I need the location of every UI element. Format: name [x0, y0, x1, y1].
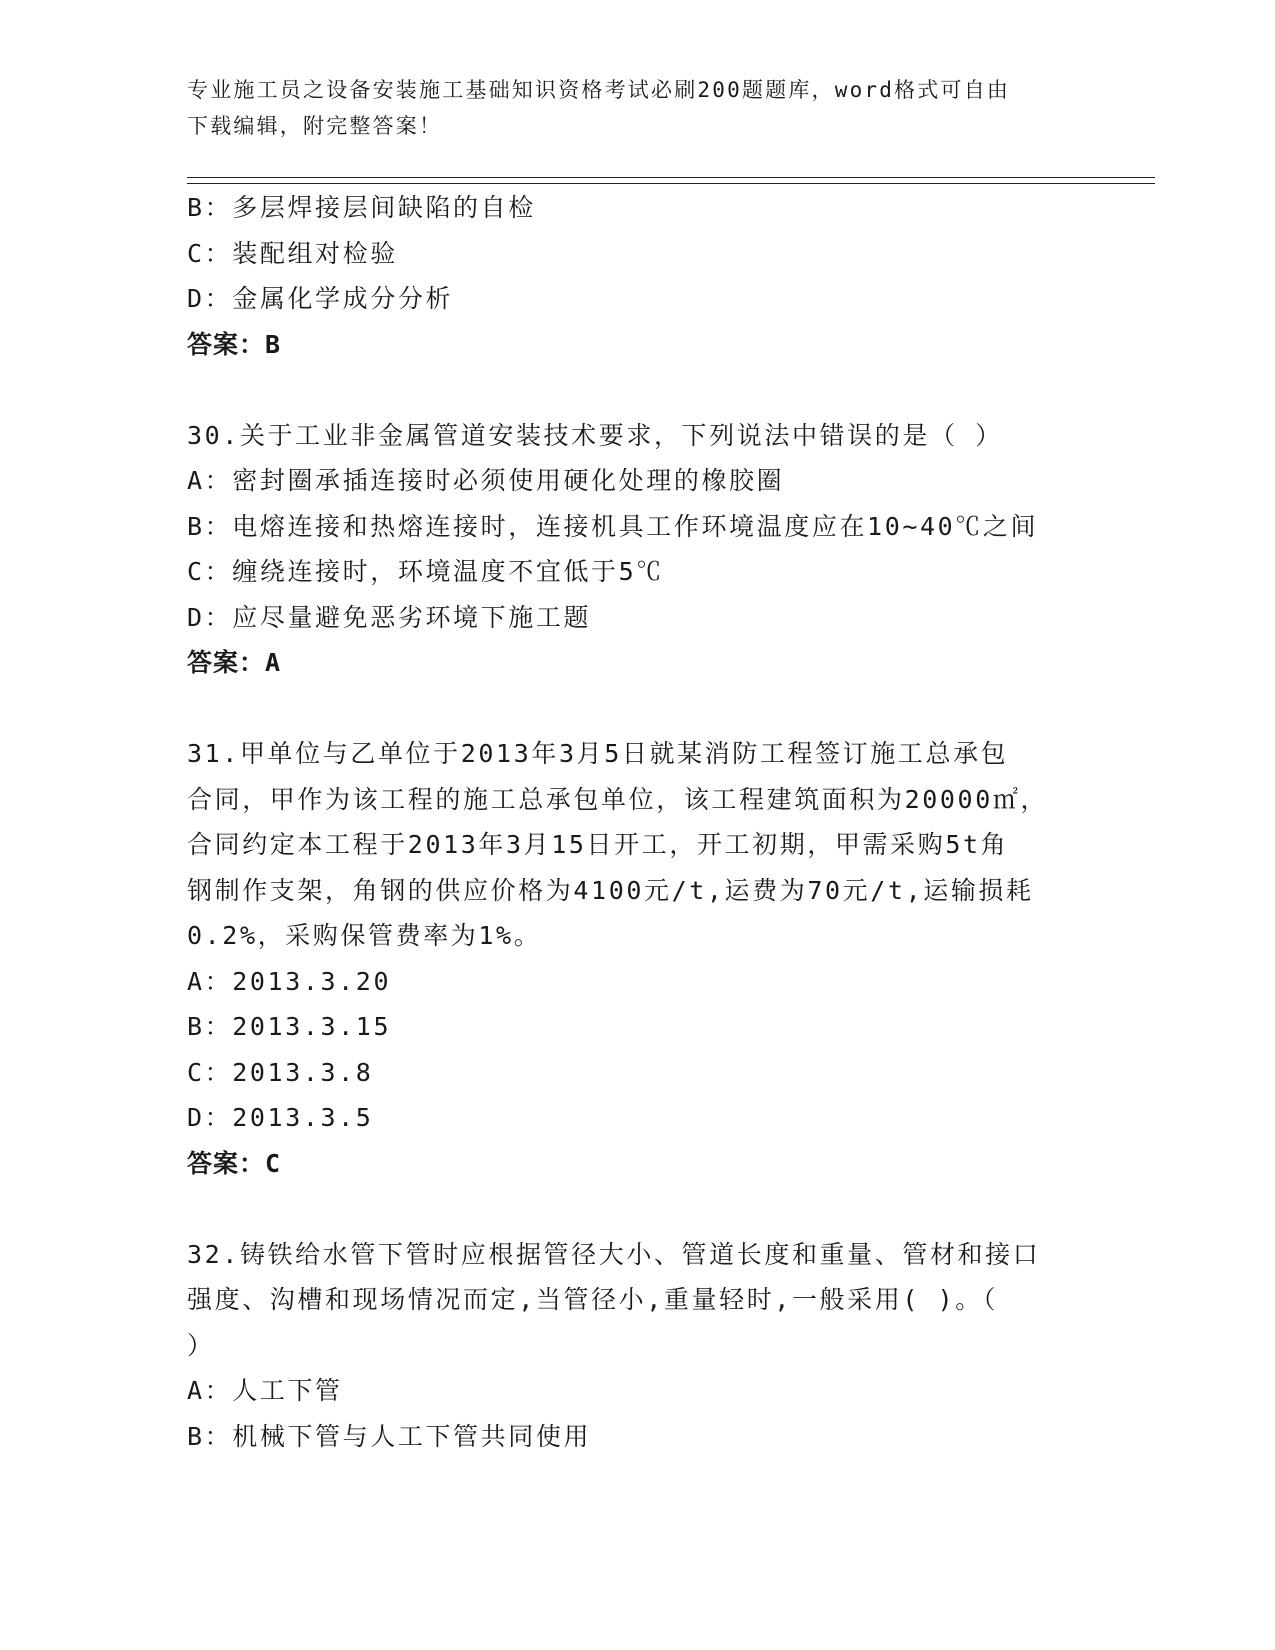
- spacer: [187, 686, 1067, 732]
- question-32: [187, 1232, 1067, 1460]
- option-a: A：人工下管: [187, 1376, 343, 1405]
- question-stem: 30.关于工业非金属管道安装技术要求，下列说法中错误的是（ ）: [187, 420, 1003, 450]
- question-stem-line: 钢制作支架，角钢的供应价格为4100元/t,运费为70元/t,运输损耗: [187, 875, 1034, 905]
- header-divider-top: [187, 177, 1155, 178]
- option-a: A：密封圈承插连接时必须使用硬化处理的橡胶圈: [187, 466, 785, 495]
- option-d: D：应尽量避免恶劣环境下施工题: [187, 602, 592, 632]
- spacer: [187, 1186, 1067, 1232]
- header-title-line-1: 专业施工员之设备安装施工基础知识资格考试必刷200题题库，word格式可自由: [187, 78, 1011, 102]
- answer: 答案：C: [187, 1148, 282, 1178]
- document-header: [187, 72, 1067, 144]
- question-stem-line: 32.铸铁给水管下管时应根据管径大小、管道长度和重量、管材和接口: [187, 1239, 1041, 1269]
- question-stem-line: 0.2%，采购保管费率为1%。: [187, 921, 542, 950]
- answer: 答案：A: [187, 648, 282, 677]
- option-b: B：2013.3.15: [187, 1012, 392, 1041]
- question-29-tail: [187, 185, 1067, 367]
- question-stem-line: 31.甲单位与乙单位于2013年3月5日就某消防工程签订施工总承包: [187, 739, 1009, 768]
- question-stem-line: 强度、沟槽和现场情况而定,当管径小,重量轻时,一般采用( )。（: [187, 1285, 999, 1314]
- option-a: A：2013.3.20: [187, 966, 392, 996]
- option-d: D：金属化学成分分析: [187, 284, 454, 313]
- option-c: C：缠绕连接时，环境温度不宜低于5℃: [187, 557, 664, 586]
- question-list: [187, 185, 1067, 1459]
- option-c: C：装配组对检验: [187, 238, 398, 268]
- question-stem-line: 合同，甲作为该工程的施工总承包单位，该工程建筑面积为20000㎡，: [187, 784, 1049, 814]
- question-stem-line: 合同约定本工程于2013年3月15日开工，开工初期，甲需采购5t角: [187, 830, 1009, 859]
- question-30: [187, 413, 1067, 686]
- option-b: B：电熔连接和热熔连接时，连接机具工作环境温度应在10~40℃之间: [187, 511, 1039, 541]
- option-c: C：2013.3.8: [187, 1057, 374, 1087]
- question-31: [187, 731, 1067, 1186]
- header-divider-bottom: [187, 183, 1155, 184]
- spacer: [187, 367, 1067, 413]
- option-b: B：多层焊接层间缺陷的自检: [187, 193, 536, 222]
- option-b: B：机械下管与人工下管共同使用: [187, 1421, 592, 1451]
- answer: 答案：B: [187, 329, 282, 359]
- question-stem-line: ）: [187, 1330, 215, 1360]
- header-title-line-2: 下载编辑，附完整答案！: [187, 114, 443, 138]
- option-d: D：2013.3.5: [187, 1103, 374, 1132]
